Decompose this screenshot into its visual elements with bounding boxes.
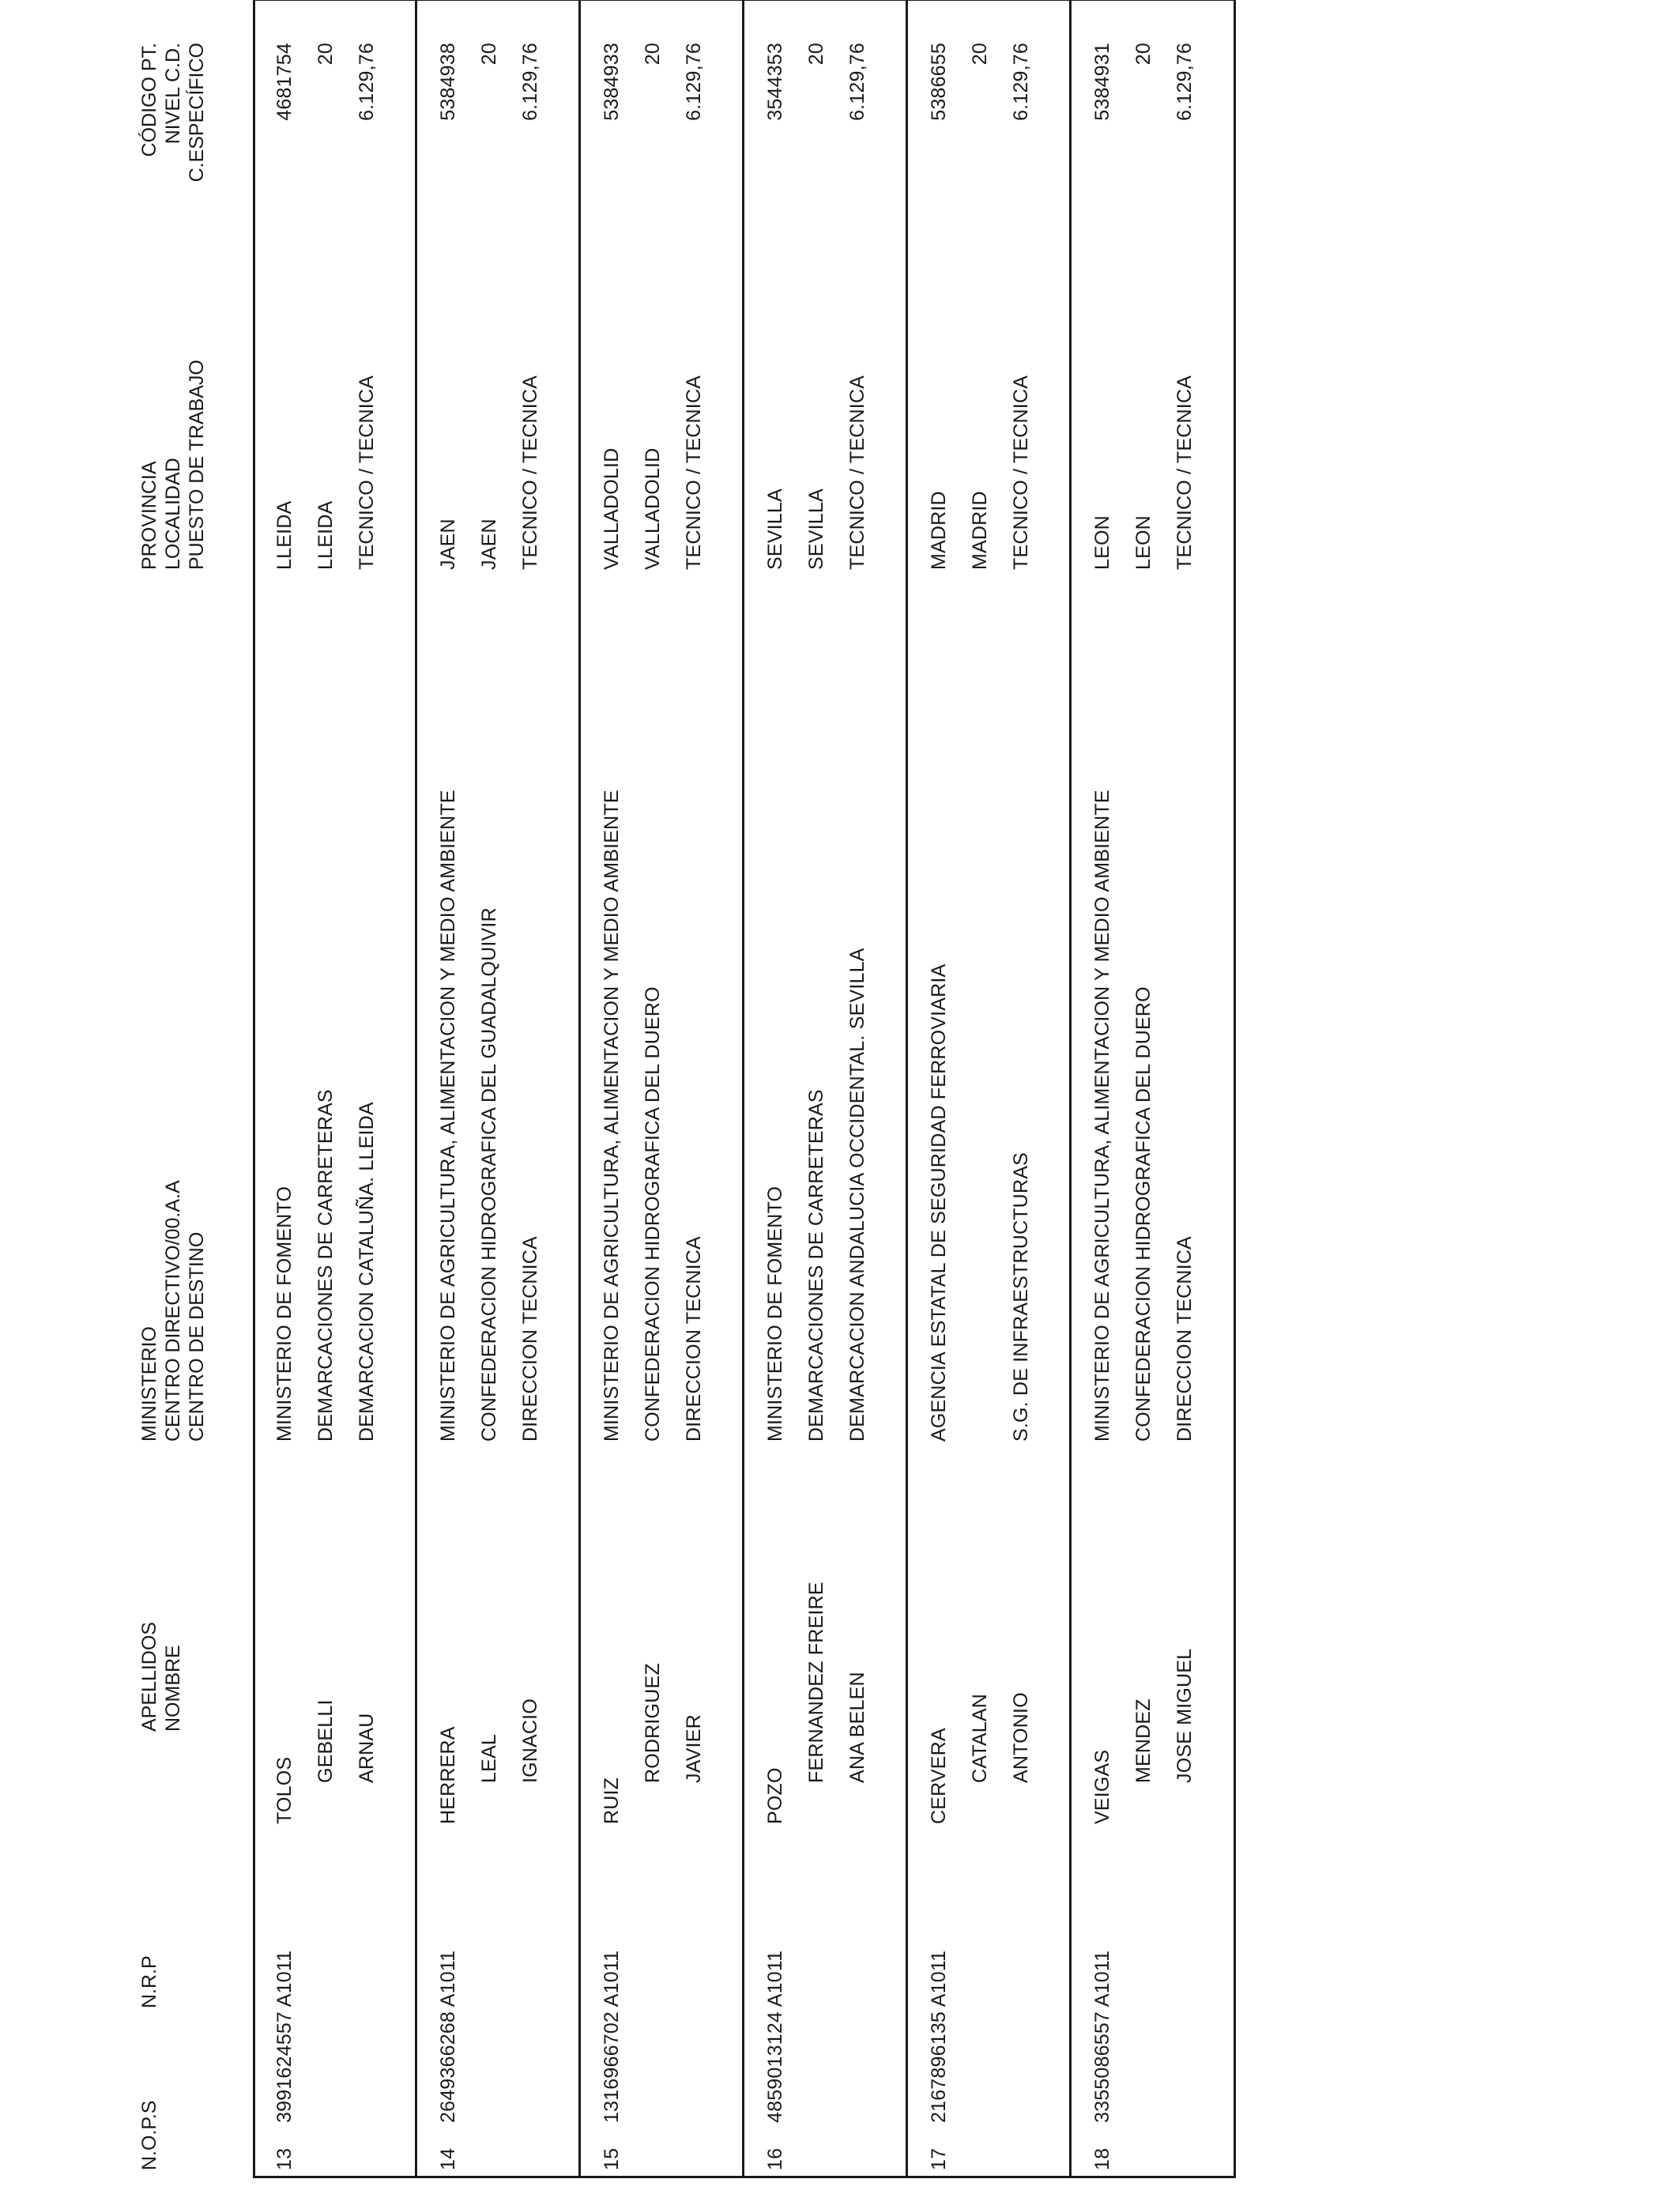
cell-apellido-1: VEIGAS (1091, 1749, 1113, 1824)
cell-ministerio: AGENCIA ESTATAL DE SEGURIDAD FERROVIARIA (928, 963, 950, 1442)
cell-provincia: MADRID (928, 491, 950, 570)
cell-codigo: 3544353 (764, 43, 786, 121)
cell-codigo: 5384933 (601, 43, 623, 121)
header-localidad: LOCALIDAD (162, 458, 184, 570)
header-nops: N.O.P.S (138, 2100, 160, 2170)
cell-centro-directivo: CONFEDERACION HIDROGRAFICA DEL DUERO (1132, 986, 1155, 1442)
cell-centro-destino: DIRECCION TECNICA (683, 1236, 705, 1442)
cell-localidad: VALLADOLID (642, 447, 664, 570)
cell-localidad: LEON (1132, 515, 1155, 570)
row-separator (906, 0, 908, 2178)
cell-apellido-2: LEAL (478, 1734, 500, 1783)
cell-nops: 13 (273, 2147, 296, 2170)
cell-centro-destino: S.G. DE INFRAESTRUCTURAS (1010, 1152, 1032, 1442)
header-nrp: N.R.P (138, 1955, 160, 2008)
cell-ministerio: MINISTERIO DE FOMENTO (273, 1186, 296, 1442)
cell-nivel: 20 (1132, 43, 1155, 66)
cell-nivel: 20 (478, 43, 500, 66)
cell-nops: 16 (764, 2147, 786, 2170)
cell-centro-directivo: CONFEDERACION HIDROGRAFICA DEL DUERO (642, 986, 664, 1442)
cell-apellido-2: GEBELLI (315, 1699, 337, 1783)
records-table (253, 0, 1236, 2178)
cell-ministerio: MINISTERIO DE FOMENTO (764, 1186, 786, 1442)
cell-centro-destino: DIRECCION TECNICA (1173, 1236, 1196, 1442)
cell-especifico: 6.129,76 (356, 43, 378, 121)
cell-nivel: 20 (315, 43, 337, 66)
header-ministerio: MINISTERIO (138, 1326, 160, 1442)
cell-ministerio: MINISTERIO DE AGRICULTURA, ALIMENTACION Y MEDIO AMBIENTE (601, 790, 623, 1442)
header-nombre: NOMBRE (162, 1645, 184, 1732)
cell-nombre: IGNACIO (519, 1698, 541, 1783)
cell-puesto: TECNICO / TECNICA (356, 375, 378, 570)
cell-apellido-1: RUIZ (601, 1777, 623, 1824)
cell-localidad: MADRID (969, 491, 991, 570)
cell-provincia: LLEIDA (273, 500, 296, 570)
header-codigo: CÓDIGO PT. (138, 43, 160, 157)
cell-especifico: 6.129,76 (846, 43, 868, 121)
cell-localidad: SEVILLA (805, 488, 827, 570)
header-centro-destino: CENTRO DE DESTINO (186, 1231, 208, 1442)
cell-nombre: JOSE MIGUEL (1173, 1648, 1196, 1783)
cell-centro-destino: DEMARCACION ANDALUCIA OCCIDENTAL. SEVILLA (846, 948, 868, 1442)
cell-puesto: TECNICO / TECNICA (519, 375, 541, 570)
cell-codigo: 5384931 (1091, 43, 1113, 121)
cell-centro-directivo: CONFEDERACION HIDROGRAFICA DEL GUADALQUIVIR (478, 907, 500, 1442)
row-separator (578, 0, 581, 2178)
cell-nrp: 3991624557 A1011 (273, 1950, 296, 2123)
cell-codigo: 5384938 (437, 43, 459, 121)
cell-localidad: LLEIDA (315, 500, 337, 570)
cell-puesto: TECNICO / TECNICA (846, 375, 868, 570)
cell-nivel: 20 (805, 43, 827, 66)
header-especifico: C.ESPECÍFICO (186, 43, 208, 183)
row-separator (742, 0, 744, 2178)
cell-especifico: 6.129,76 (1173, 43, 1196, 121)
cell-centro-destino: DIRECCION TECNICA (519, 1236, 541, 1442)
cell-nrp: 1316966702 A1011 (601, 1950, 623, 2123)
cell-centro-directivo: DEMARCACIONES DE CARRETERAS (805, 1089, 827, 1442)
cell-apellido-1: POZO (764, 1767, 786, 1824)
cell-localidad: JAEN (478, 518, 500, 570)
cell-nops: 17 (928, 2147, 950, 2170)
header-nivel: NIVEL C.D. (162, 43, 184, 145)
cell-nombre: ARNAU (356, 1713, 378, 1783)
cell-centro-destino: DEMARCACION CATALUÑA. LLEIDA (356, 1102, 378, 1442)
cell-nombre: JAVIER (683, 1714, 705, 1783)
row-separator (1069, 0, 1072, 2178)
cell-nrp: 4859013124 A1011 (764, 1950, 786, 2123)
header-centro-directivo: CENTRO DIRECTIVO/00.A.A (162, 1180, 184, 1442)
row-separator (415, 0, 417, 2178)
cell-apellido-2: RODRIGUEZ (642, 1663, 664, 1783)
cell-puesto: TECNICO / TECNICA (683, 375, 705, 570)
cell-apellido-2: FERNANDEZ FREIRE (805, 1581, 827, 1783)
cell-nivel: 20 (642, 43, 664, 66)
cell-nops: 14 (437, 2147, 459, 2170)
cell-ministerio: MINISTERIO DE AGRICULTURA, ALIMENTACION Y MEDIO AMBIENTE (1091, 790, 1113, 1442)
cell-apellido-1: TOLOS (273, 1756, 296, 1824)
cell-nrp: 2649366268 A1011 (437, 1950, 459, 2123)
cell-codigo: 4681754 (273, 43, 296, 121)
cell-especifico: 6.129,76 (519, 43, 541, 121)
cell-centro-directivo: DEMARCACIONES DE CARRETERAS (315, 1089, 337, 1442)
cell-ministerio: MINISTERIO DE AGRICULTURA, ALIMENTACION Y MEDIO AMBIENTE (437, 790, 459, 1442)
cell-nrp: 2167896135 A1011 (928, 1950, 950, 2123)
header-provincia: PROVINCIA (138, 461, 160, 570)
header-puesto: PUESTO DE TRABAJO (186, 360, 208, 570)
cell-especifico: 6.129,76 (683, 43, 705, 121)
cell-nombre: ANTONIO (1010, 1692, 1032, 1783)
header-apellidos: APELLIDOS (138, 1622, 160, 1732)
cell-apellido-2: CATALAN (969, 1694, 991, 1783)
cell-codigo: 5386655 (928, 43, 950, 121)
cell-especifico: 6.129,76 (1010, 43, 1032, 121)
cell-nivel: 20 (969, 43, 991, 66)
cell-nombre: ANA BELEN (846, 1672, 868, 1783)
cell-provincia: VALLADOLID (601, 447, 623, 570)
cell-apellido-1: HERRERA (437, 1726, 459, 1824)
cell-nrp: 3355086557 A1011 (1091, 1950, 1113, 2123)
cell-apellido-2: MENDEZ (1132, 1698, 1155, 1783)
cell-nops: 15 (601, 2147, 623, 2170)
cell-provincia: LEON (1091, 515, 1113, 570)
cell-provincia: JAEN (437, 518, 459, 570)
cell-puesto: TECNICO / TECNICA (1010, 375, 1032, 570)
cell-apellido-1: CERVERA (928, 1728, 950, 1824)
cell-provincia: SEVILLA (764, 488, 786, 570)
cell-nops: 18 (1091, 2147, 1113, 2170)
cell-puesto: TECNICO / TECNICA (1173, 375, 1196, 570)
